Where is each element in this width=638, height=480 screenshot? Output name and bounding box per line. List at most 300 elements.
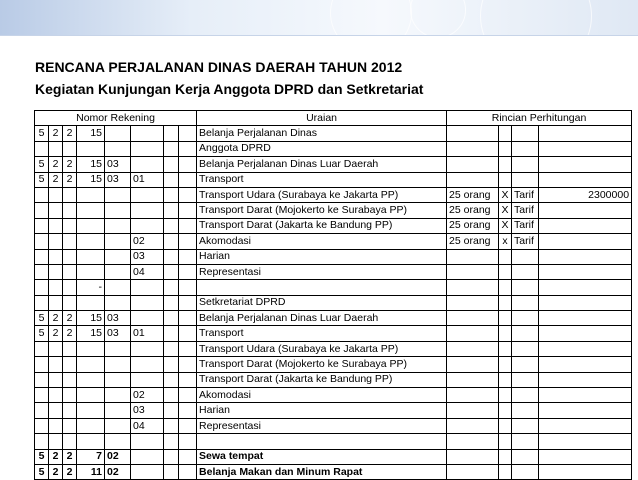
code-segment-1: 5: [35, 126, 49, 141]
code-segment-2: [49, 372, 63, 387]
uraian-cell: Belanja Perjalanan Dinas Luar Daerah: [197, 311, 447, 326]
code-segment-1: [35, 187, 49, 202]
code-segment-3: [63, 218, 77, 233]
code-segment-3: [63, 234, 77, 249]
table-row: [35, 418, 632, 433]
multiplier-cell: [499, 403, 512, 418]
satuan-cell: [512, 341, 539, 356]
empty-cell: [164, 295, 179, 310]
code-segment-1: 5: [35, 464, 49, 479]
harga-cell: [539, 418, 632, 433]
satuan-cell: [512, 141, 539, 156]
code-segment-1: [35, 249, 49, 264]
jumlah-cell: [447, 357, 499, 372]
harga-cell: [539, 372, 632, 387]
harga-cell: 2300000: [539, 187, 632, 202]
empty-cell: [164, 357, 179, 372]
uraian-cell: [197, 434, 447, 449]
empty-cell: [179, 434, 197, 449]
satuan-cell: Tarif: [512, 234, 539, 249]
code-segment-6: [131, 357, 164, 372]
code-segment-5: [105, 418, 131, 433]
harga-cell: [539, 341, 632, 356]
code-segment-3: 2: [63, 172, 77, 187]
satuan-cell: [512, 434, 539, 449]
code-segment-5: [105, 403, 131, 418]
code-segment-5: [105, 434, 131, 449]
code-segment-5: [105, 141, 131, 156]
code-segment-4: -: [77, 280, 105, 295]
code-segment-2: [49, 141, 63, 156]
empty-cell: [179, 341, 197, 356]
code-segment-5: [105, 295, 131, 310]
table-row: [35, 157, 632, 172]
table-row: [35, 126, 632, 141]
empty-cell: [164, 218, 179, 233]
multiplier-cell: [499, 264, 512, 279]
harga-cell: [539, 172, 632, 187]
satuan-cell: [512, 388, 539, 403]
code-segment-2: 2: [49, 172, 63, 187]
harga-cell: [539, 203, 632, 218]
code-segment-1: [35, 372, 49, 387]
uraian-cell: Transport: [197, 172, 447, 187]
code-segment-1: 5: [35, 172, 49, 187]
uraian-cell: Transport Udara (Surabaya ke Jakarta PP): [197, 341, 447, 356]
code-segment-3: [63, 341, 77, 356]
table-row: [35, 234, 632, 249]
multiplier-cell: [499, 326, 512, 341]
jumlah-cell: [447, 418, 499, 433]
code-segment-4: [77, 187, 105, 202]
satuan-cell: [512, 326, 539, 341]
harga-cell: [539, 126, 632, 141]
uraian-cell: Transport Udara (Surabaya ke Jakarta PP): [197, 187, 447, 202]
multiplier-cell: X: [499, 203, 512, 218]
code-segment-4: 7: [77, 449, 105, 464]
harga-cell: [539, 403, 632, 418]
code-segment-3: 2: [63, 464, 77, 479]
code-segment-1: [35, 388, 49, 403]
uraian-cell: Harian: [197, 403, 447, 418]
code-segment-6: 04: [131, 264, 164, 279]
code-segment-1: [35, 203, 49, 218]
satuan-cell: [512, 464, 539, 479]
harga-cell: [539, 141, 632, 156]
empty-cell: [164, 418, 179, 433]
code-segment-5: 02: [105, 449, 131, 464]
empty-cell: [179, 264, 197, 279]
code-segment-5: 03: [105, 311, 131, 326]
code-segment-6: [131, 141, 164, 156]
multiplier-cell: [499, 126, 512, 141]
satuan-cell: [512, 357, 539, 372]
header-rincian-perhitungan: Rincian Perhitungan: [447, 111, 632, 126]
multiplier-cell: [499, 311, 512, 326]
table-row: [35, 434, 632, 449]
code-segment-6: [131, 341, 164, 356]
code-segment-6: 01: [131, 326, 164, 341]
harga-cell: [539, 295, 632, 310]
empty-cell: [164, 172, 179, 187]
code-segment-1: [35, 264, 49, 279]
code-segment-3: 2: [63, 126, 77, 141]
satuan-cell: [512, 372, 539, 387]
jumlah-cell: [447, 295, 499, 310]
empty-cell: [164, 326, 179, 341]
code-segment-4: [77, 372, 105, 387]
empty-cell: [164, 388, 179, 403]
code-segment-2: 2: [49, 449, 63, 464]
code-segment-6: [131, 372, 164, 387]
code-segment-6: 03: [131, 249, 164, 264]
table-body: [35, 111, 632, 480]
code-segment-2: [49, 403, 63, 418]
code-segment-2: [49, 388, 63, 403]
jumlah-cell: 25 orang: [447, 218, 499, 233]
code-segment-5: [105, 372, 131, 387]
multiplier-cell: [499, 249, 512, 264]
multiplier-cell: [499, 357, 512, 372]
jumlah-cell: [447, 464, 499, 479]
uraian-cell: [197, 280, 447, 295]
code-segment-1: [35, 403, 49, 418]
satuan-cell: [512, 403, 539, 418]
slide-header-band: [0, 0, 638, 36]
uraian-cell: Transport Darat (Mojokerto ke Surabaya PP): [197, 357, 447, 372]
code-segment-3: [63, 372, 77, 387]
empty-cell: [179, 218, 197, 233]
empty-cell: [164, 449, 179, 464]
code-segment-1: [35, 434, 49, 449]
code-segment-5: [105, 187, 131, 202]
multiplier-cell: X: [499, 187, 512, 202]
code-segment-1: [35, 141, 49, 156]
uraian-cell: Representasi: [197, 418, 447, 433]
table-row: [35, 249, 632, 264]
satuan-cell: [512, 295, 539, 310]
harga-cell: [539, 234, 632, 249]
code-segment-6: 03: [131, 403, 164, 418]
satuan-cell: Tarif: [512, 187, 539, 202]
code-segment-1: [35, 218, 49, 233]
code-segment-4: [77, 418, 105, 433]
empty-cell: [179, 388, 197, 403]
code-segment-1: 5: [35, 449, 49, 464]
table-row: [35, 341, 632, 356]
empty-cell: [179, 141, 197, 156]
header-uraian: Uraian: [197, 111, 447, 126]
jumlah-cell: [447, 434, 499, 449]
code-segment-4: [77, 295, 105, 310]
empty-cell: [164, 187, 179, 202]
multiplier-cell: X: [499, 218, 512, 233]
satuan-cell: [512, 172, 539, 187]
empty-cell: [164, 434, 179, 449]
code-segment-3: [63, 434, 77, 449]
table-row: [35, 203, 632, 218]
code-segment-5: [105, 203, 131, 218]
code-segment-4: [77, 388, 105, 403]
multiplier-cell: [499, 157, 512, 172]
code-segment-6: [131, 295, 164, 310]
code-segment-3: [63, 141, 77, 156]
uraian-cell: Transport: [197, 326, 447, 341]
multiplier-cell: [499, 464, 512, 479]
uraian-cell: Setkretariat DPRD: [197, 295, 447, 310]
code-segment-4: [77, 234, 105, 249]
code-segment-3: 2: [63, 157, 77, 172]
code-segment-6: [131, 449, 164, 464]
code-segment-4: 15: [77, 157, 105, 172]
empty-cell: [179, 249, 197, 264]
empty-cell: [164, 280, 179, 295]
jumlah-cell: [447, 449, 499, 464]
header-nomor-rekening: Nomor Rekening: [35, 111, 197, 126]
harga-cell: [539, 249, 632, 264]
empty-cell: [179, 295, 197, 310]
table-row: [35, 326, 632, 341]
code-segment-5: [105, 280, 131, 295]
harga-cell: [539, 157, 632, 172]
code-segment-3: 2: [63, 311, 77, 326]
code-segment-2: 2: [49, 311, 63, 326]
harga-cell: [539, 264, 632, 279]
uraian-cell: Harian: [197, 249, 447, 264]
code-segment-4: [77, 357, 105, 372]
code-segment-6: [131, 280, 164, 295]
code-segment-1: 5: [35, 157, 49, 172]
uraian-cell: Belanja Perjalanan Dinas: [197, 126, 447, 141]
code-segment-4: 15: [77, 311, 105, 326]
code-segment-5: [105, 388, 131, 403]
jumlah-cell: [447, 126, 499, 141]
multiplier-cell: [499, 141, 512, 156]
empty-cell: [179, 357, 197, 372]
satuan-cell: [512, 126, 539, 141]
satuan-cell: [512, 418, 539, 433]
empty-cell: [164, 464, 179, 479]
empty-cell: [179, 234, 197, 249]
code-segment-1: [35, 357, 49, 372]
code-segment-6: 02: [131, 388, 164, 403]
jumlah-cell: [447, 249, 499, 264]
code-segment-2: [49, 249, 63, 264]
empty-cell: [179, 311, 197, 326]
code-segment-2: [49, 434, 63, 449]
jumlah-cell: [447, 388, 499, 403]
table-row: [35, 141, 632, 156]
uraian-cell: Belanja Perjalanan Dinas Luar Daerah: [197, 157, 447, 172]
uraian-cell: Akomodasi: [197, 388, 447, 403]
code-segment-4: [77, 141, 105, 156]
code-segment-2: [49, 203, 63, 218]
code-segment-5: [105, 341, 131, 356]
code-segment-6: [131, 126, 164, 141]
empty-cell: [179, 418, 197, 433]
code-segment-2: [49, 418, 63, 433]
code-segment-1: [35, 341, 49, 356]
code-segment-2: [49, 187, 63, 202]
satuan-cell: Tarif: [512, 203, 539, 218]
code-segment-3: 2: [63, 449, 77, 464]
code-segment-3: [63, 203, 77, 218]
code-segment-3: [63, 187, 77, 202]
jumlah-cell: [447, 326, 499, 341]
table-row: [35, 187, 632, 202]
code-segment-4: [77, 341, 105, 356]
harga-cell: [539, 311, 632, 326]
code-segment-3: [63, 280, 77, 295]
table-row: [35, 357, 632, 372]
table-header-row: [35, 111, 632, 126]
table-row: [35, 172, 632, 187]
title-block: [35, 58, 423, 98]
harga-cell: [539, 357, 632, 372]
harga-cell: [539, 326, 632, 341]
multiplier-cell: [499, 172, 512, 187]
code-segment-4: 15: [77, 326, 105, 341]
code-segment-4: [77, 218, 105, 233]
multiplier-cell: x: [499, 234, 512, 249]
multiplier-cell: [499, 341, 512, 356]
jumlah-cell: [447, 341, 499, 356]
empty-cell: [179, 372, 197, 387]
jumlah-cell: 25 orang: [447, 187, 499, 202]
code-segment-5: [105, 234, 131, 249]
jumlah-cell: 25 orang: [447, 234, 499, 249]
code-segment-6: [131, 464, 164, 479]
code-segment-3: [63, 249, 77, 264]
code-segment-6: 04: [131, 418, 164, 433]
jumlah-cell: [447, 311, 499, 326]
code-segment-2: 2: [49, 464, 63, 479]
satuan-cell: Tarif: [512, 218, 539, 233]
code-segment-4: 15: [77, 172, 105, 187]
code-segment-2: [49, 357, 63, 372]
table-row: [35, 280, 632, 295]
code-segment-6: [131, 311, 164, 326]
uraian-cell: Representasi: [197, 264, 447, 279]
multiplier-cell: [499, 434, 512, 449]
table-row: [35, 388, 632, 403]
table-row: [35, 264, 632, 279]
harga-cell: [539, 464, 632, 479]
code-segment-2: 2: [49, 157, 63, 172]
code-segment-2: [49, 234, 63, 249]
uraian-cell: Transport Darat (Mojokerto ke Surabaya PP): [197, 203, 447, 218]
code-segment-3: [63, 357, 77, 372]
code-segment-3: [63, 295, 77, 310]
budget-table: [34, 110, 632, 480]
uraian-cell: Transport Darat (Jakarta ke Bandung PP): [197, 372, 447, 387]
empty-cell: [164, 311, 179, 326]
empty-cell: [179, 403, 197, 418]
satuan-cell: [512, 249, 539, 264]
code-segment-2: 2: [49, 126, 63, 141]
code-segment-6: [131, 434, 164, 449]
jumlah-cell: [447, 141, 499, 156]
satuan-cell: [512, 449, 539, 464]
empty-cell: [164, 157, 179, 172]
multiplier-cell: [499, 295, 512, 310]
uraian-cell: Akomodasi: [197, 234, 447, 249]
code-segment-3: [63, 388, 77, 403]
code-segment-1: [35, 234, 49, 249]
code-segment-5: [105, 126, 131, 141]
empty-cell: [164, 126, 179, 141]
table-row: [35, 464, 632, 479]
table-row: [35, 449, 632, 464]
code-segment-5: [105, 218, 131, 233]
empty-cell: [179, 280, 197, 295]
code-segment-1: 5: [35, 326, 49, 341]
satuan-cell: [512, 311, 539, 326]
harga-cell: [539, 449, 632, 464]
jumlah-cell: 25 orang: [447, 203, 499, 218]
code-segment-3: 2: [63, 326, 77, 341]
decorative-circle: [410, 0, 466, 38]
uraian-cell: Transport Darat (Jakarta ke Bandung PP): [197, 218, 447, 233]
code-segment-5: 03: [105, 172, 131, 187]
code-segment-2: [49, 264, 63, 279]
multiplier-cell: [499, 418, 512, 433]
code-segment-2: [49, 341, 63, 356]
empty-cell: [164, 372, 179, 387]
decorative-circle: [330, 0, 412, 54]
table-row: [35, 311, 632, 326]
empty-cell: [179, 157, 197, 172]
empty-cell: [179, 126, 197, 141]
code-segment-3: [63, 264, 77, 279]
empty-cell: [164, 203, 179, 218]
empty-cell: [164, 141, 179, 156]
empty-cell: [179, 449, 197, 464]
uraian-cell: Belanja Makan dan Minum Rapat: [197, 464, 447, 479]
code-segment-2: 2: [49, 326, 63, 341]
empty-cell: [179, 464, 197, 479]
code-segment-4: 11: [77, 464, 105, 479]
code-segment-1: [35, 280, 49, 295]
jumlah-cell: [447, 157, 499, 172]
table-row: [35, 403, 632, 418]
code-segment-4: [77, 403, 105, 418]
empty-cell: [164, 264, 179, 279]
harga-cell: [539, 280, 632, 295]
code-segment-4: [77, 203, 105, 218]
code-segment-3: [63, 403, 77, 418]
code-segment-5: [105, 249, 131, 264]
document-subtitle: Kegiatan Kunjungan Kerja Anggota DPRD dan Setkretariat: [35, 81, 424, 97]
empty-cell: [179, 203, 197, 218]
empty-cell: [164, 234, 179, 249]
code-segment-3: [63, 418, 77, 433]
code-segment-5: 03: [105, 326, 131, 341]
code-segment-6: 01: [131, 172, 164, 187]
jumlah-cell: [447, 372, 499, 387]
code-segment-6: [131, 218, 164, 233]
document-title: RENCANA PERJALANAN DINAS DAERAH TAHUN 2012: [35, 59, 403, 75]
harga-cell: [539, 388, 632, 403]
jumlah-cell: [447, 172, 499, 187]
code-segment-1: 5: [35, 311, 49, 326]
table-row: [35, 295, 632, 310]
uraian-cell: Sewa tempat: [197, 449, 447, 464]
multiplier-cell: [499, 449, 512, 464]
harga-cell: [539, 434, 632, 449]
jumlah-cell: [447, 403, 499, 418]
jumlah-cell: [447, 280, 499, 295]
